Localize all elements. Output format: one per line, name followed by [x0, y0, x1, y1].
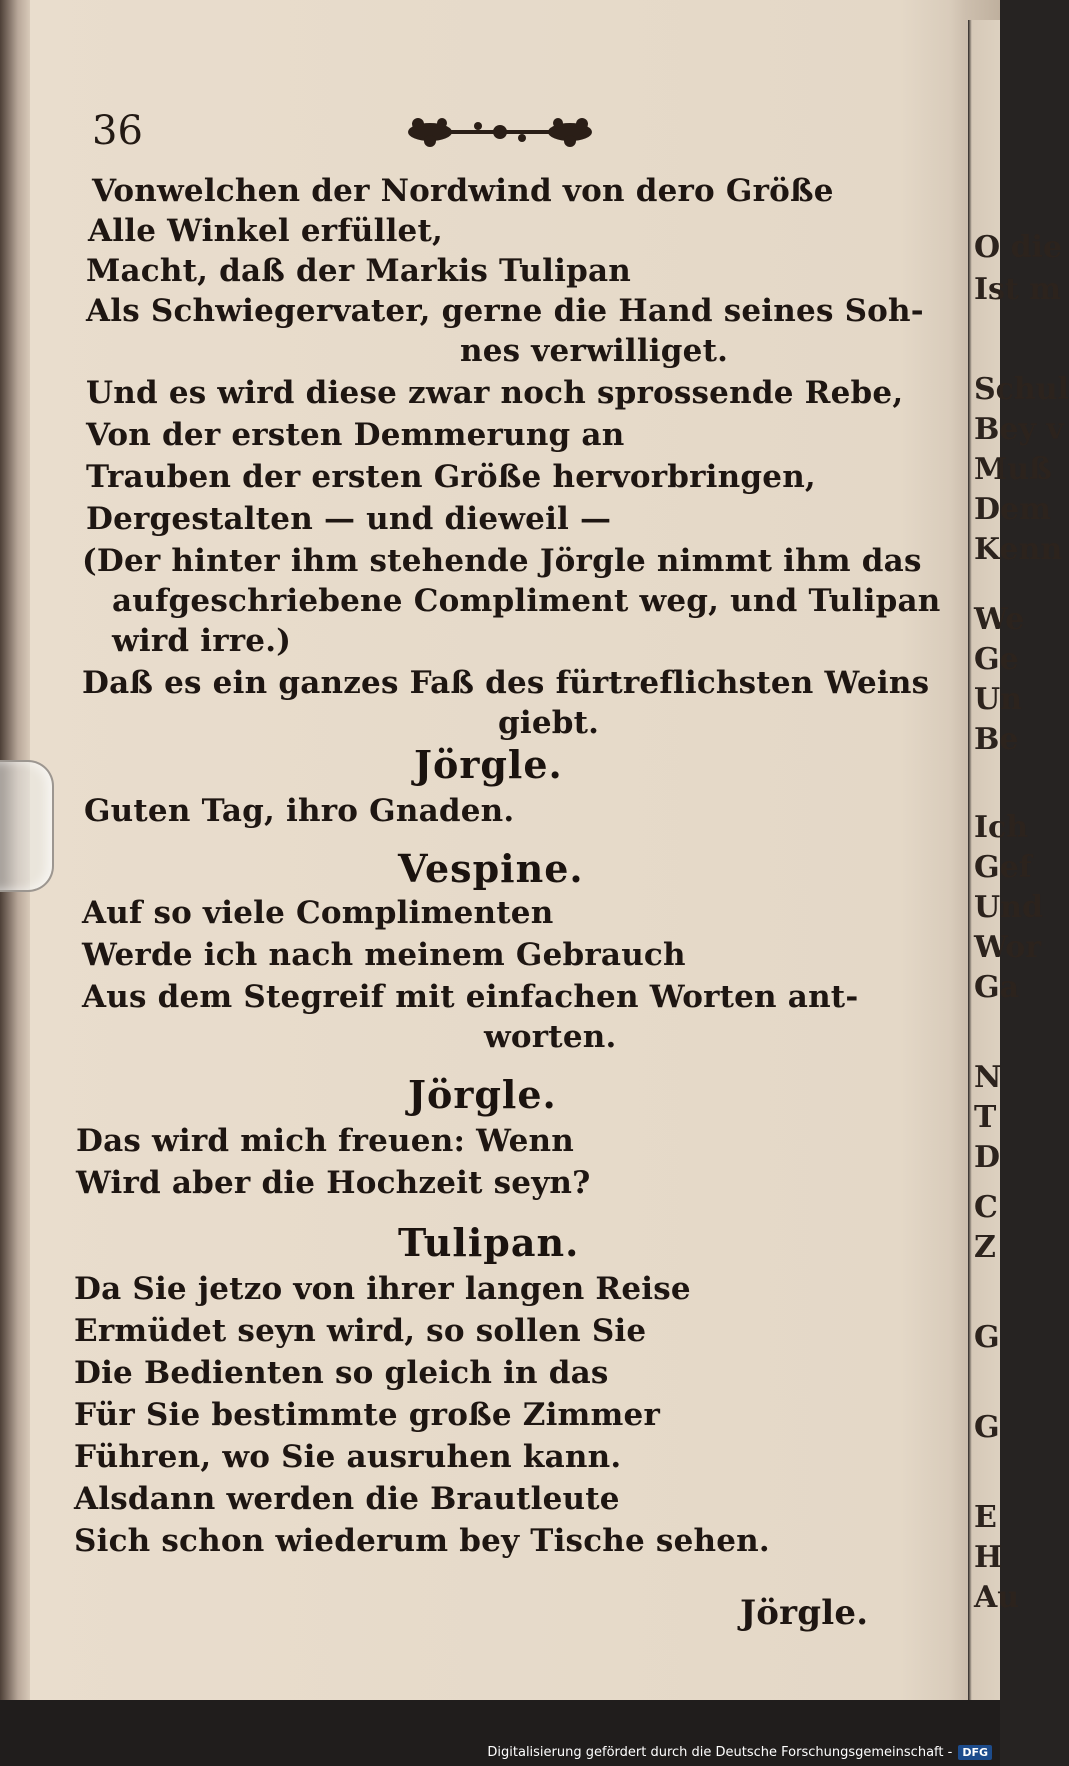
facing-fragment: T	[974, 1100, 997, 1135]
verse-line: Dergestalten — und dieweil —	[86, 501, 612, 537]
stage-direction-line: wird irre.)	[112, 623, 292, 659]
speech-line: Sich schon wiederum bey Tische sehen.	[74, 1523, 770, 1559]
facing-fragment: C	[974, 1190, 998, 1225]
facing-fragment: Muß	[974, 452, 1052, 487]
speaker-name: Jörgle.	[408, 1072, 557, 1117]
facing-fragment: Bey v	[974, 412, 1064, 447]
facing-fragment: Schul	[974, 372, 1069, 407]
speech-line: Werde ich nach meinem Gebrauch	[82, 937, 686, 973]
speech-line: Die Bedienten so gleich in das	[74, 1355, 609, 1391]
facing-fragment: Wor	[974, 930, 1042, 965]
facing-fragment: Be	[974, 722, 1019, 757]
facing-fragment: E	[974, 1500, 997, 1535]
facing-fragment: Ga	[974, 970, 1020, 1005]
facing-fragment: Kenn	[974, 532, 1063, 567]
facing-fragment: Und	[974, 890, 1043, 925]
speech-line: Alsdann werden die Brautleute	[74, 1481, 620, 1517]
speaker-name: Vespine.	[398, 846, 584, 891]
facing-fragment: Au	[974, 1580, 1020, 1615]
verse-line: Von der ersten Demmerung an	[86, 417, 625, 453]
verse-line: Macht, daß der Markis Tulipan	[86, 253, 632, 289]
speech-line: Wird aber die Hochzeit seyn?	[76, 1165, 591, 1201]
speech-line: Das wird mich freuen: Wenn	[76, 1123, 574, 1159]
facing-fragment: We	[974, 602, 1025, 637]
facing-fragment: G	[974, 1320, 1000, 1355]
facing-fragment: Ich	[974, 810, 1029, 845]
facing-fragment: Z	[974, 1230, 996, 1265]
facing-fragment: Ge	[974, 642, 1019, 677]
digitization-credit	[487, 1745, 992, 1760]
page-number: 36	[92, 108, 143, 154]
stage-direction-line: (Der hinter ihm stehende Jörgle nimmt ihm das	[82, 543, 922, 579]
verse-line-continuation: nes verwilliget.	[460, 333, 729, 369]
verse-line: Daß es ein ganzes Faß des fürtreflichsten Weins	[82, 665, 930, 701]
speech-line: Guten Tag, ihro Gnaden.	[84, 793, 515, 829]
speech-line: Für Sie bestimmte große Zimmer	[74, 1397, 661, 1433]
verse-line-continuation: giebt.	[498, 705, 600, 741]
dfg-logo-icon: DFG	[958, 1745, 992, 1760]
verse-line: Als Schwiegervater, gerne die Hand seines Soh-	[86, 293, 924, 329]
scan-bottom-band	[0, 1700, 1000, 1766]
facing-fragment: D	[974, 1140, 1001, 1175]
speaker-name: Jörgle.	[414, 742, 563, 787]
verse-line: Vonwelchen der Nordwind von dero Größe	[92, 173, 834, 209]
speech-line: Auf so viele Complimenten	[82, 895, 554, 931]
facing-fragment: Dem	[974, 492, 1051, 527]
verse-line: Trauben der ersten Größe hervorbringen,	[86, 459, 816, 495]
speech-line: Aus dem Stegreif mit einfachen Worten ant-	[82, 979, 859, 1015]
facing-fragment: O die	[974, 230, 1063, 265]
speaker-name: Tulipan.	[398, 1220, 580, 1265]
facing-fragment: N	[974, 1060, 1002, 1095]
catchword: Jörgle.	[740, 1593, 869, 1633]
stage-direction-line: aufgeschriebene Compliment weg, und Tulipan	[112, 583, 941, 619]
facing-fragment: G	[974, 1410, 1000, 1445]
facing-fragment: H	[974, 1540, 1003, 1575]
facing-fragment: Ist m	[974, 272, 1061, 307]
speech-line: Führen, wo Sie ausruhen kann.	[74, 1439, 622, 1475]
credit-text: Digitalisierung gefördert durch die Deutsche Forschungsgemeinschaft -	[487, 1745, 953, 1760]
facing-fragment: Gef	[974, 850, 1032, 885]
verse-line: Alle Winkel erfüllet,	[88, 213, 443, 249]
verse-line: Und es wird diese zwar noch sprossende Rebe,	[86, 375, 904, 411]
speech-line: Ermüdet seyn wird, so sollen Sie	[74, 1313, 647, 1349]
facing-fragment: Un	[974, 682, 1022, 717]
speech-line-continuation: worten.	[484, 1019, 617, 1055]
speech-line: Da Sie jetzo von ihrer langen Reise	[74, 1271, 691, 1307]
